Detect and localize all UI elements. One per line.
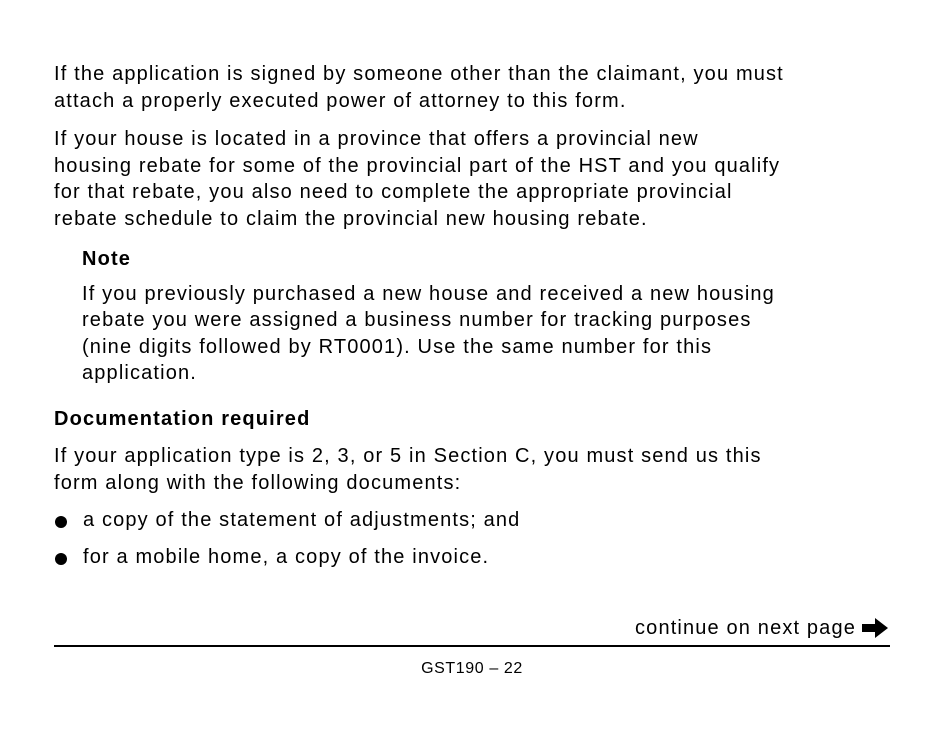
bullet-icon <box>55 553 67 565</box>
note-line: rebate you were assigned a business number for tracking purposes <box>82 309 752 331</box>
intro-line: If your application type is 2, 3, or 5 in Section C, you must send us this <box>54 445 762 467</box>
documentation-intro <box>54 443 762 496</box>
note-line: If you previously purchased a new house and received a new housing <box>82 282 775 305</box>
note-paragraph <box>82 281 775 387</box>
paragraph-line: attach a properly executed power of attorney to this form. <box>54 89 627 112</box>
note-block <box>82 246 775 384</box>
note-heading: Note <box>82 248 132 270</box>
continue-label: continue on next page <box>635 617 856 639</box>
documentation-heading: Documentation required <box>54 408 311 430</box>
right-arrow-icon <box>860 616 890 640</box>
bullet-icon <box>55 516 67 528</box>
paragraph-line: housing rebate for some of the provincial part of the HST and you qualify <box>54 154 781 177</box>
paragraph-line: If your house is located in a province that offers a provincial new <box>54 128 699 150</box>
power-of-attorney-paragraph <box>54 61 784 114</box>
paragraph-line: for that rebate, you also need to complete the appropriate provincial <box>54 181 733 203</box>
bullet-text: a copy of the statement of adjustments; and <box>83 509 521 531</box>
continue-on-next-page <box>635 615 890 641</box>
paragraph-line: If the application is signed by someone other than the claimant, you must <box>54 63 784 85</box>
note-line: application. <box>82 362 197 384</box>
page-footer: GST190 – 22 <box>421 660 523 677</box>
provincial-rebate-paragraph <box>54 126 780 232</box>
intro-line: form along with the following documents: <box>54 471 462 494</box>
footer-divider <box>54 645 890 647</box>
note-line: (nine digits followed by RT0001). Use the same number for this <box>82 335 713 358</box>
bullet-text: for a mobile home, a copy of the invoice. <box>83 546 490 568</box>
paragraph-line: rebate schedule to claim the provincial new housing rebate. <box>54 207 648 230</box>
